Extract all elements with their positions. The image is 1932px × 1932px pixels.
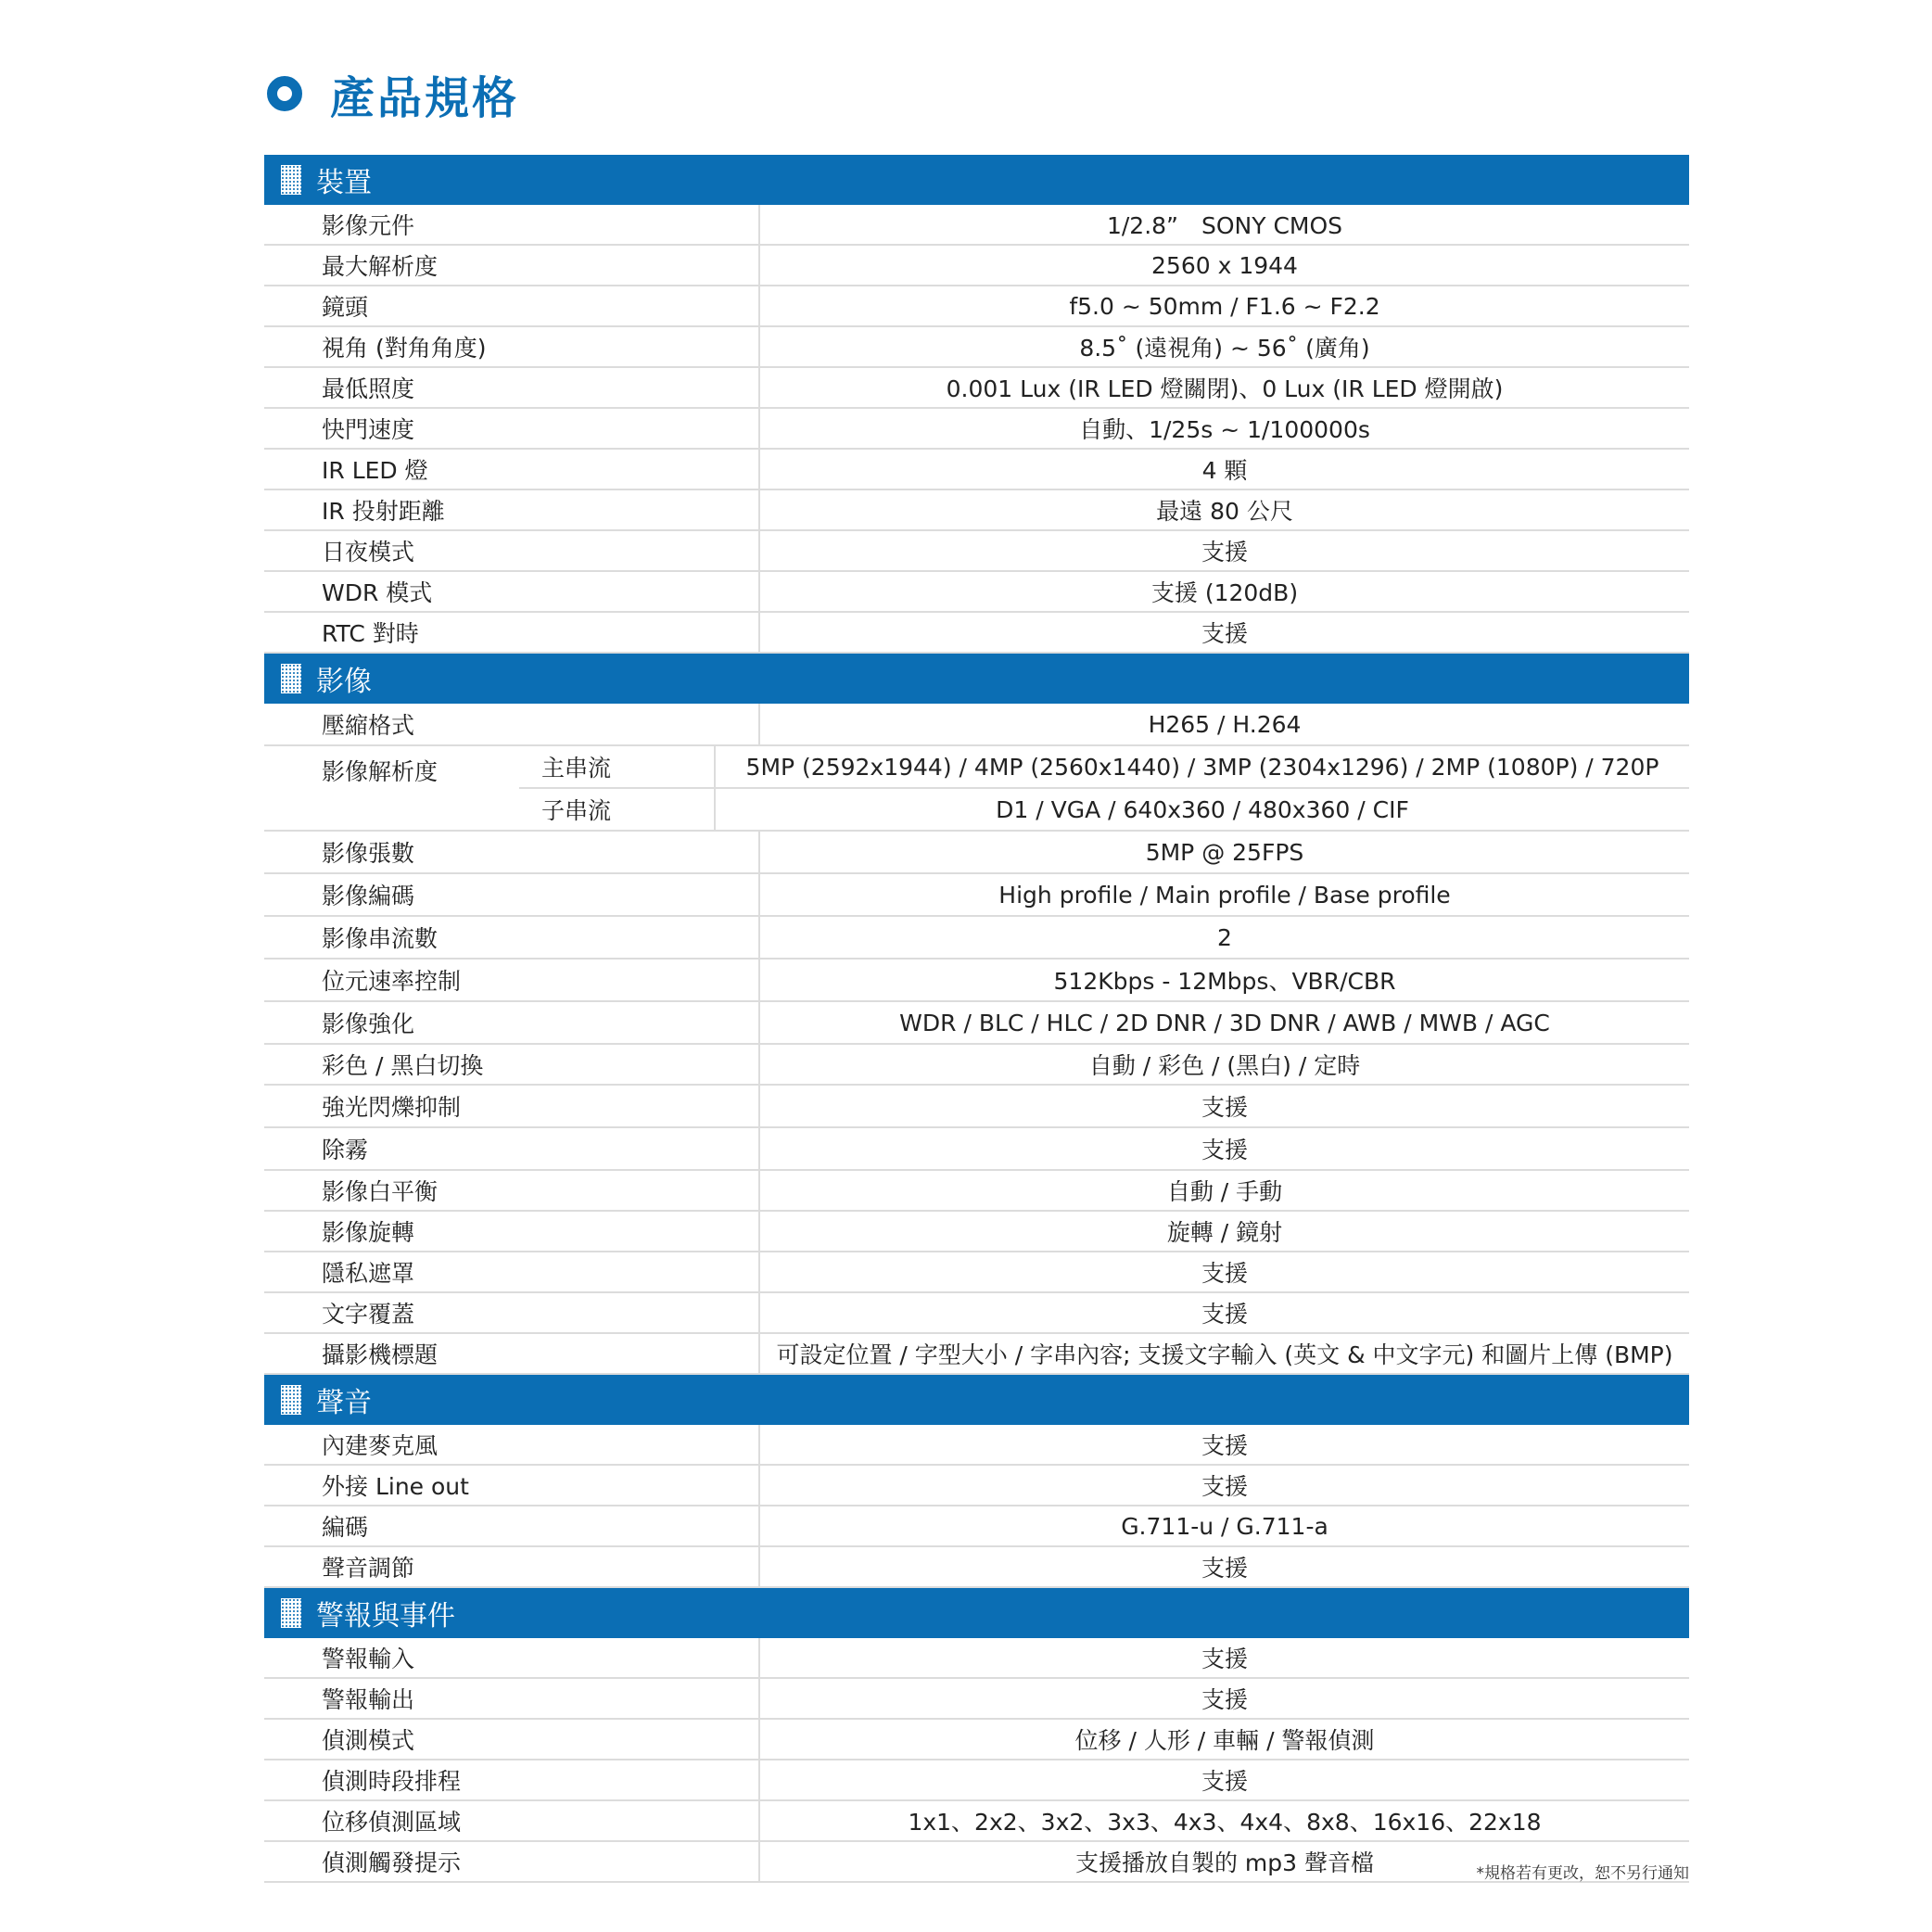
spec-label: 影像強化 [322, 1010, 415, 1037]
section-header-device [264, 155, 1689, 205]
table-row [264, 1506, 1689, 1547]
spec-label: 日夜模式 [322, 539, 415, 566]
table-row [264, 490, 1689, 531]
table-row [264, 1252, 1689, 1293]
table-row [264, 409, 1689, 450]
section-title: 聲音 [316, 1387, 372, 1419]
section-header-audio [264, 1375, 1689, 1425]
spec-value: 8.5˚ (遠視角) ~ 56˚ (廣角) [758, 327, 1689, 366]
table-row [264, 1002, 1689, 1045]
table-row [264, 246, 1689, 286]
spec-value: 2 [758, 917, 1689, 958]
table-sub-row [519, 746, 1689, 787]
spec-label: 內建麥克風 [322, 1432, 439, 1459]
spec-label: IR 投射距離 [322, 498, 445, 525]
table-row [264, 286, 1689, 327]
spec-table [264, 155, 1689, 1883]
spec-value: 1/2.8” SONY CMOS [758, 205, 1689, 244]
spec-value: 自動 / 手動 [758, 1171, 1689, 1210]
table-row [264, 1128, 1689, 1171]
spec-label: 最大解析度 [322, 253, 439, 280]
spec-value: 最遠 80 公尺 [758, 490, 1689, 529]
spec-label: 壓縮格式 [322, 712, 415, 739]
spec-value: 支援 (120dB) [758, 572, 1689, 611]
table-row [264, 613, 1689, 654]
table-row [264, 1086, 1689, 1128]
spec-label: 影像解析度 [322, 758, 439, 785]
table-row [264, 1679, 1689, 1720]
spec-label: 編碼 [322, 1514, 369, 1541]
spec-label: 影像旋轉 [322, 1219, 415, 1246]
table-row [264, 1842, 1689, 1883]
spec-value: 支援 [758, 1425, 1689, 1464]
table-row [264, 1212, 1689, 1252]
spec-label: 最低照度 [322, 375, 415, 402]
table-row [264, 1466, 1689, 1506]
spec-label: 外接 Line out [322, 1473, 469, 1500]
table-row [264, 1760, 1689, 1801]
page-title: 產品規格 [330, 71, 520, 124]
spec-value: 支援播放自製的 mp3 聲音檔 [758, 1842, 1689, 1881]
spec-label: 隱私遮罩 [322, 1260, 415, 1287]
spec-sub-label: 主串流 [541, 755, 612, 782]
spec-value: D1 / VGA / 640x360 / 480x360 / CIF [714, 789, 1689, 830]
spec-value: High profile / Main profile / Base profile [758, 874, 1689, 915]
spec-value: 可設定位置 / 字型大小 / 字串內容; 支援文字輸入 (英文 & 中文字元) 和圖片上傳 (BMP) [758, 1334, 1689, 1373]
spec-label: WDR 模式 [322, 579, 433, 606]
spec-label: 影像白平衡 [322, 1178, 439, 1205]
spec-value: 位移 / 人形 / 車輛 / 警報偵測 [758, 1720, 1689, 1759]
spec-value: 0.001 Lux (IR LED 燈關閉)、0 Lux (IR LED 燈開啟) [758, 368, 1689, 407]
spec-label: 偵測時段排程 [322, 1768, 462, 1795]
spec-label: 偵測觸發提示 [322, 1849, 462, 1876]
spec-value: 支援 [758, 1252, 1689, 1291]
spec-label: 影像編碼 [322, 883, 415, 909]
spec-value: 支援 [758, 1547, 1689, 1586]
section-pattern-icon [281, 165, 301, 195]
table-row [264, 960, 1689, 1002]
spec-value: 支援 [758, 1638, 1689, 1677]
spec-label: 視角 (對角角度) [322, 335, 487, 362]
circle-bullet-icon [267, 76, 302, 111]
spec-value: 4 顆 [758, 450, 1689, 489]
spec-label: 位元速率控制 [322, 968, 462, 995]
spec-label: 警報輸出 [322, 1686, 415, 1713]
spec-label: 快門速度 [322, 416, 415, 443]
section-title: 影像 [316, 666, 372, 698]
section-pattern-icon [281, 1385, 301, 1415]
table-row [264, 1334, 1689, 1375]
table-row [264, 917, 1689, 960]
table-row [264, 572, 1689, 613]
spec-value: 旋轉 / 鏡射 [758, 1212, 1689, 1251]
spec-label: 強光閃爍抑制 [322, 1094, 462, 1121]
spec-sub-label: 子串流 [541, 797, 612, 824]
spec-label: IR LED 燈 [322, 457, 428, 484]
page-title-row [267, 61, 519, 126]
spec-label: 警報輸入 [322, 1646, 415, 1672]
spec-value: 支援 [758, 1466, 1689, 1505]
table-row [264, 1720, 1689, 1760]
spec-value: 支援 [758, 1128, 1689, 1169]
table-row [264, 450, 1689, 490]
section-pattern-icon [281, 1598, 301, 1628]
table-sub-row [519, 787, 1689, 830]
table-row [264, 1293, 1689, 1334]
spec-value: 支援 [758, 531, 1689, 570]
table-row [264, 832, 1689, 874]
spec-label: 位移偵測區域 [322, 1809, 462, 1836]
table-row [264, 1801, 1689, 1842]
spec-value: 1x1、2x2、3x2、3x3、4x3、4x4、8x8、16x16、22x18 [758, 1801, 1689, 1840]
spec-label: 攝影機標題 [322, 1341, 439, 1368]
spec-value: 支援 [758, 1760, 1689, 1799]
spec-label: 鏡頭 [322, 294, 369, 321]
spec-label: 文字覆蓋 [322, 1301, 415, 1328]
section-title: 裝置 [316, 167, 372, 199]
table-row [264, 1547, 1689, 1588]
spec-value: f5.0 ~ 50mm / F1.6 ~ F2.2 [758, 286, 1689, 325]
table-row [264, 368, 1689, 409]
spec-value: 自動、1/25s ~ 1/100000s [758, 409, 1689, 448]
spec-value: 5MP @ 25FPS [758, 832, 1689, 872]
section-pattern-icon [281, 664, 301, 693]
section-header-image [264, 654, 1689, 704]
spec-value: 512Kbps - 12Mbps、VBR/CBR [758, 960, 1689, 1000]
section-title: 警報與事件 [316, 1600, 455, 1633]
section-header-alarm [264, 1588, 1689, 1638]
table-row [264, 205, 1689, 246]
table-row [264, 1045, 1689, 1086]
spec-value: 支援 [758, 1086, 1689, 1126]
spec-label: 偵測模式 [322, 1727, 415, 1754]
spec-value: WDR / BLC / HLC / 2D DNR / 3D DNR / AWB / MWB / AGC [758, 1002, 1689, 1043]
spec-value: 自動 / 彩色 / (黑白) / 定時 [758, 1045, 1689, 1084]
spec-value: 支援 [758, 1679, 1689, 1718]
spec-label: RTC 對時 [322, 620, 419, 647]
spec-label: 影像串流數 [322, 925, 439, 952]
spec-label: 影像元件 [322, 212, 415, 239]
table-row [264, 1425, 1689, 1466]
table-row-group [264, 746, 1689, 832]
spec-value: 支援 [758, 1293, 1689, 1332]
spec-label: 聲音調節 [322, 1555, 415, 1582]
table-row [264, 327, 1689, 368]
spec-label: 彩色 / 黑白切換 [322, 1052, 484, 1079]
spec-value: G.711-u / G.711-a [758, 1506, 1689, 1545]
spec-value: H265 / H.264 [758, 704, 1689, 744]
spec-value: 5MP (2592x1944) / 4MP (2560x1440) / 3MP (2304x1296) / 2MP (1080P) / 720P [714, 746, 1689, 787]
table-row [264, 1638, 1689, 1679]
table-row [264, 1171, 1689, 1212]
spec-value: 2560 x 1944 [758, 246, 1689, 285]
table-row [264, 704, 1689, 746]
footnote: *規格若有更改，恕不另行通知 [1476, 1864, 1689, 1883]
spec-value: 支援 [758, 613, 1689, 652]
spec-label: 除霧 [322, 1137, 369, 1163]
table-row [264, 531, 1689, 572]
spec-label: 影像張數 [322, 840, 415, 867]
table-row [264, 874, 1689, 917]
